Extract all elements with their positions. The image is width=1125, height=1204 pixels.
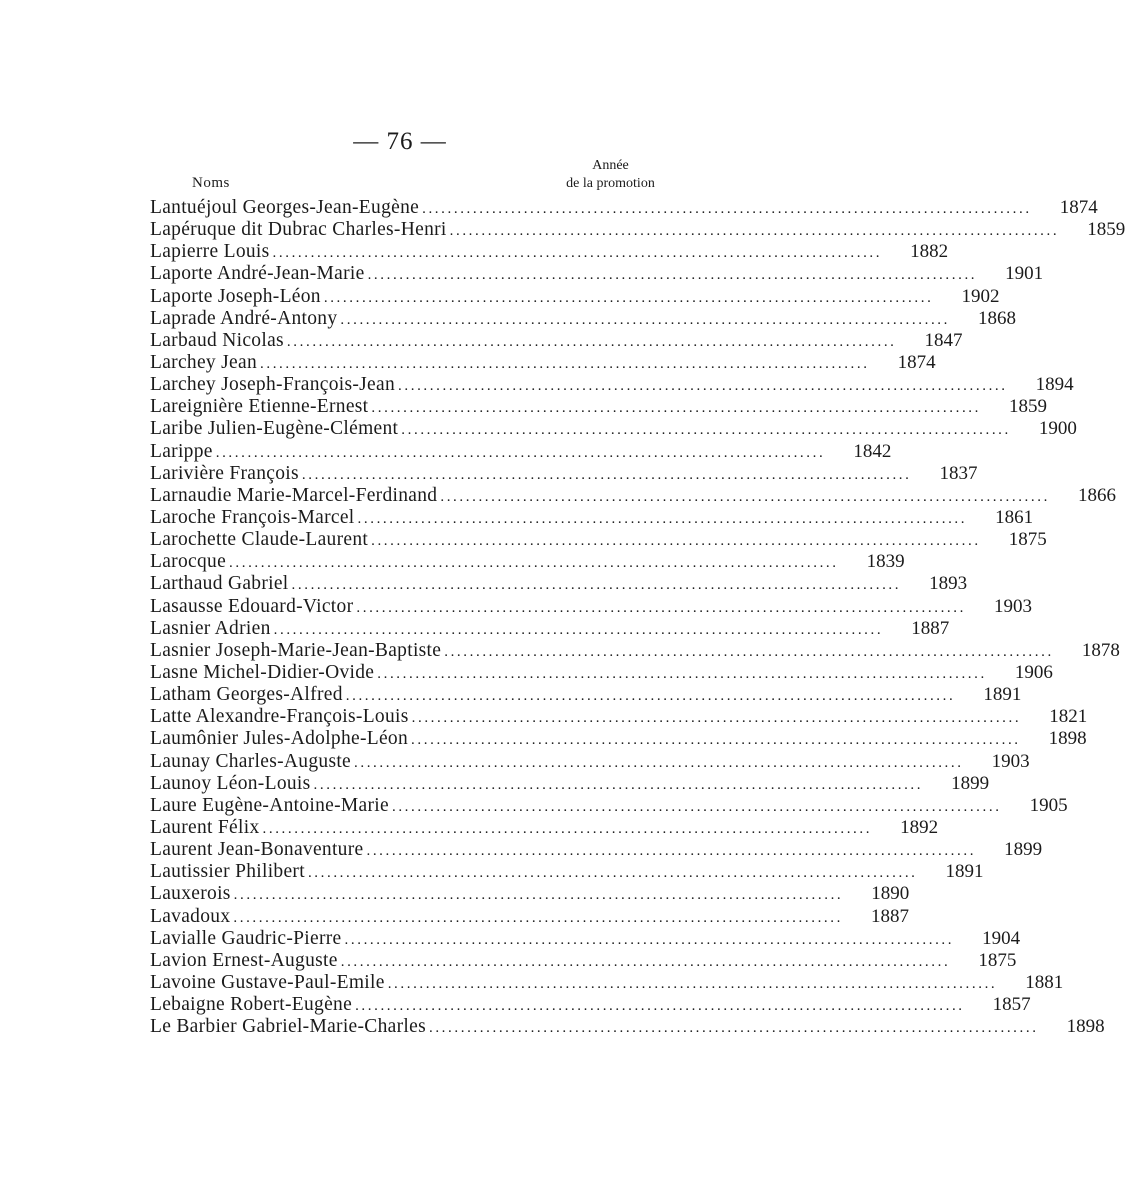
entry-name: Larivière François bbox=[150, 462, 299, 484]
entry-name: Lasnier Joseph-Marie-Jean-Baptiste bbox=[150, 639, 442, 661]
list-item bbox=[150, 197, 1098, 219]
dot-leader bbox=[273, 242, 883, 264]
entry-name: Lautissier Philibert bbox=[150, 861, 305, 883]
dot-leader bbox=[308, 862, 918, 884]
entry-year: 1861 bbox=[995, 506, 1034, 528]
dot-leader bbox=[368, 264, 978, 286]
dot-leader bbox=[392, 796, 1002, 818]
dot-leader bbox=[274, 619, 884, 641]
entry-year: 1890 bbox=[871, 883, 910, 905]
entry-year: 1903 bbox=[993, 595, 1032, 617]
entry-year: 1847 bbox=[924, 329, 963, 351]
entry-name: Laumônier Jules-Adolphe-Léon bbox=[150, 728, 409, 750]
entry-name: Latte Alexandre-François-Louis bbox=[150, 706, 409, 728]
entry-year: 1899 bbox=[951, 772, 990, 794]
entry-name: Laurent Jean-Bonaventure bbox=[150, 839, 364, 861]
dot-leader bbox=[371, 397, 981, 419]
dot-leader bbox=[401, 419, 1011, 441]
list-item bbox=[150, 816, 939, 839]
list-item bbox=[150, 839, 1043, 861]
entry-name: Lavadoux bbox=[150, 905, 231, 927]
dot-leader bbox=[366, 840, 976, 862]
entry-name: Lasnier Adrien bbox=[150, 617, 271, 639]
list-item bbox=[150, 883, 910, 905]
dot-leader bbox=[324, 287, 934, 309]
entry-year: 1905 bbox=[1029, 794, 1068, 816]
list-item bbox=[150, 927, 1021, 950]
list-item bbox=[150, 706, 1088, 728]
entry-year: 1901 bbox=[1005, 263, 1044, 285]
year-column-header-line2: de la promotion bbox=[566, 176, 655, 191]
list-item bbox=[150, 1016, 1105, 1038]
list-item bbox=[150, 396, 1048, 418]
entry-year: 1900 bbox=[1038, 418, 1077, 440]
entry-year: 1878 bbox=[1081, 639, 1120, 661]
entry-name: Lavialle Gaudric-Pierre bbox=[150, 927, 342, 949]
entry-year: 1868 bbox=[978, 307, 1017, 329]
entry-year: 1866 bbox=[1077, 484, 1116, 506]
dot-leader bbox=[233, 907, 843, 929]
list-item bbox=[150, 551, 905, 573]
dot-leader bbox=[345, 929, 955, 951]
entry-year: 1903 bbox=[991, 750, 1030, 772]
entry-name: Laporte André-Jean-Marie bbox=[150, 263, 365, 285]
list-item bbox=[150, 661, 1053, 684]
entry-name: Larchey Jean bbox=[150, 351, 257, 373]
list-item bbox=[150, 861, 984, 883]
page-number: — 76 — bbox=[353, 128, 447, 155]
dot-leader bbox=[377, 663, 987, 685]
dot-leader bbox=[355, 995, 965, 1017]
entry-name: Lapierre Louis bbox=[150, 241, 270, 263]
entry-year: 1881 bbox=[1025, 971, 1064, 993]
entry-name: Lavion Ernest-Auguste bbox=[150, 949, 338, 971]
entry-year: 1839 bbox=[866, 551, 905, 573]
entry-name: Larippe bbox=[150, 440, 213, 462]
list-item bbox=[150, 462, 978, 485]
list-item bbox=[150, 440, 892, 463]
dot-leader bbox=[314, 774, 924, 796]
entry-year: 1891 bbox=[983, 684, 1022, 706]
entry-name: Launoy Léon-Louis bbox=[150, 772, 311, 794]
list-item bbox=[150, 639, 1120, 662]
entry-name: Laroche François-Marcel bbox=[150, 506, 355, 528]
entry-year: 1882 bbox=[910, 241, 949, 263]
entry-year: 1891 bbox=[945, 861, 984, 883]
entry-name: Larochette Claude-Laurent bbox=[150, 529, 369, 551]
entry-name: Larbaud Nicolas bbox=[150, 329, 284, 351]
entry-year: 1892 bbox=[900, 816, 939, 838]
names-column-header: Noms bbox=[192, 175, 230, 191]
entry-name: Lantuéjoul Georges-Jean-Eugène bbox=[150, 197, 420, 218]
entry-name: Launay Charles-Auguste bbox=[150, 750, 351, 772]
list-item bbox=[150, 794, 1068, 817]
entry-name: Lauxerois bbox=[150, 883, 231, 905]
dot-leader bbox=[292, 574, 902, 596]
entry-year: 1859 bbox=[1087, 219, 1125, 241]
list-item bbox=[150, 971, 1064, 994]
list-item bbox=[150, 772, 990, 795]
dot-leader bbox=[411, 729, 1021, 751]
entry-year: 1887 bbox=[870, 905, 909, 927]
list-item bbox=[150, 374, 1074, 396]
list-item bbox=[150, 684, 1022, 706]
entry-year: 1857 bbox=[992, 994, 1031, 1016]
dot-leader bbox=[234, 884, 844, 906]
entry-name: Lasausse Edouard-Victor bbox=[150, 595, 354, 617]
list-item bbox=[150, 750, 1030, 773]
entry-name: Larocque bbox=[150, 551, 227, 573]
entry-name: Lavoine Gustave-Paul-Emile bbox=[150, 971, 385, 993]
list-item bbox=[150, 595, 1032, 618]
dot-leader bbox=[371, 530, 981, 552]
list-item bbox=[150, 994, 1031, 1016]
dot-leader bbox=[340, 309, 950, 331]
list-item bbox=[150, 329, 963, 352]
entry-year: 1875 bbox=[978, 949, 1017, 971]
list-item bbox=[150, 573, 968, 595]
list-item bbox=[150, 506, 1034, 529]
list-item bbox=[150, 949, 1017, 972]
entry-name: Lareignière Etienne-Ernest bbox=[150, 396, 369, 418]
entry-year: 1842 bbox=[853, 440, 892, 462]
entry-year: 1894 bbox=[1035, 374, 1074, 396]
entry-name: Larchey Joseph-François-Jean bbox=[150, 374, 396, 396]
dot-leader bbox=[287, 331, 897, 353]
dot-leader bbox=[216, 442, 826, 464]
dot-leader bbox=[444, 641, 1054, 663]
entry-name: Laurent Félix bbox=[150, 816, 260, 838]
year-column-header bbox=[548, 157, 673, 193]
dot-leader bbox=[346, 685, 956, 707]
dot-leader bbox=[412, 707, 1022, 729]
entry-year: 1898 bbox=[1048, 728, 1087, 750]
entry-name: Laprade André-Antony bbox=[150, 307, 338, 329]
dot-leader bbox=[358, 508, 968, 530]
entry-name: Lebaigne Robert-Eugène bbox=[150, 994, 353, 1016]
list-item bbox=[150, 307, 1017, 330]
entry-year: 1874 bbox=[1059, 197, 1098, 218]
dot-leader bbox=[388, 973, 998, 995]
entry-name: Larnaudie Marie-Marcel-Ferdinand bbox=[150, 484, 438, 506]
name-list bbox=[150, 197, 1125, 1038]
entry-year: 1899 bbox=[1004, 839, 1043, 861]
list-item bbox=[150, 484, 1116, 507]
entry-year: 1898 bbox=[1066, 1016, 1105, 1038]
entry-year: 1874 bbox=[897, 351, 936, 373]
entry-year: 1893 bbox=[929, 573, 968, 595]
dot-leader bbox=[450, 220, 1060, 242]
entry-name: Le Barbier Gabriel-Marie-Charles bbox=[150, 1016, 426, 1038]
entry-name: Laporte Joseph-Léon bbox=[150, 285, 321, 307]
list-item bbox=[150, 418, 1077, 440]
dot-leader bbox=[429, 1017, 1039, 1039]
dot-leader bbox=[422, 198, 1032, 220]
list-item bbox=[150, 905, 909, 928]
list-item bbox=[150, 263, 1044, 285]
dot-leader bbox=[341, 951, 951, 973]
entry-year: 1837 bbox=[939, 462, 978, 484]
list-item bbox=[150, 351, 936, 374]
entry-year: 1875 bbox=[1008, 529, 1047, 551]
year-column-header-line1: Année bbox=[592, 158, 629, 173]
list-item bbox=[150, 285, 1000, 308]
entry-year: 1902 bbox=[961, 285, 1000, 307]
dot-leader bbox=[356, 597, 966, 619]
list-item bbox=[150, 241, 949, 263]
entry-name: Laribe Julien-Eugène-Clément bbox=[150, 418, 399, 440]
dot-leader bbox=[398, 375, 1008, 397]
entry-name: Lasne Michel-Didier-Ovide bbox=[150, 661, 375, 683]
dot-leader bbox=[229, 552, 839, 574]
list-item bbox=[150, 728, 1087, 750]
entry-name: Laure Eugène-Antoine-Marie bbox=[150, 794, 389, 816]
entry-name: Latham Georges-Alfred bbox=[150, 684, 343, 706]
entry-name: Lapéruque dit Dubrac Charles-Henri bbox=[150, 219, 447, 241]
dot-leader bbox=[440, 486, 1050, 508]
entry-year: 1906 bbox=[1014, 661, 1053, 683]
dot-leader bbox=[260, 353, 870, 375]
entry-year: 1904 bbox=[982, 927, 1021, 949]
entry-year: 1859 bbox=[1009, 396, 1048, 418]
entry-year: 1821 bbox=[1049, 706, 1088, 728]
dot-leader bbox=[263, 818, 873, 840]
entry-name: Larthaud Gabriel bbox=[150, 573, 289, 595]
list-item bbox=[150, 219, 1125, 241]
list-item bbox=[150, 529, 1047, 551]
list-item bbox=[150, 617, 950, 640]
dot-leader bbox=[354, 752, 964, 774]
dot-leader bbox=[302, 464, 912, 486]
entry-year: 1887 bbox=[911, 617, 950, 639]
